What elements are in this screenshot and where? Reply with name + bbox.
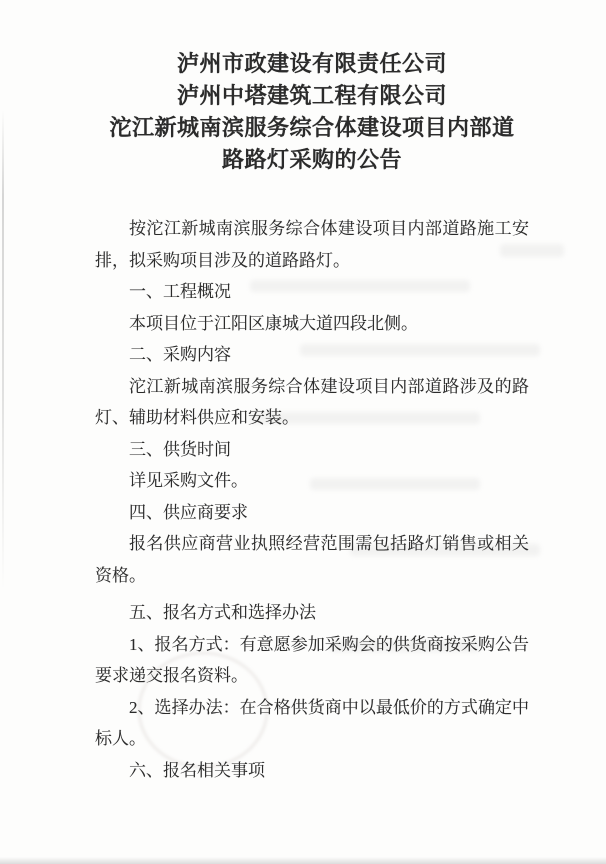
section-heading: 五、报名方式和选择办法: [129, 603, 316, 622]
paragraph-list: [95, 213, 529, 786]
announcement-title-line-2: 路路灯采购的公告: [221, 147, 402, 172]
announcement-title-line-1: 沱江新城南滨服务综合体建设项目内部道: [109, 115, 515, 140]
document-title-block: [95, 48, 529, 176]
scan-edge-line: [2, 110, 4, 590]
scan-bottom-shadow: [0, 857, 606, 864]
company-name-2: 泸州中塔建筑工程有限公司: [176, 83, 447, 108]
section-heading: 二、采购内容: [129, 345, 231, 364]
section-heading: 四、供应商要求: [129, 502, 248, 522]
body-paragraph: 按沱江新城南滨服务综合体建设项目内部道路施工安排，拟采购项目涉及的道路路灯。: [95, 219, 529, 270]
document-content: [95, 0, 529, 786]
section-heading: 三、供货时间: [129, 439, 231, 459]
body-paragraph: 详见采购文件。: [129, 471, 248, 490]
company-name-1: 泸州市政建设有限责任公司: [176, 51, 447, 76]
section-heading: 一、工程概况: [129, 282, 231, 301]
body-paragraph: 本项目位于江阳区康城大道四段北侧。: [129, 313, 418, 333]
section-heading: 六、报名相关事项: [129, 760, 265, 780]
body-paragraph: 沱江新城南滨服务综合体建设项目内部道路涉及的路灯、辅助材料供应和安装。: [95, 376, 529, 427]
body-paragraph: 2、选择办法：在合格供货商中以最低价的方式确定中标人。: [95, 697, 529, 748]
body-paragraph: 报名供应商营业执照经营范围需包括路灯销售或相关资格。: [95, 534, 529, 585]
body-paragraph: 1、报名方式：有意愿参加采购会的供货商按采购公告要求递交报名资料。: [95, 634, 529, 685]
